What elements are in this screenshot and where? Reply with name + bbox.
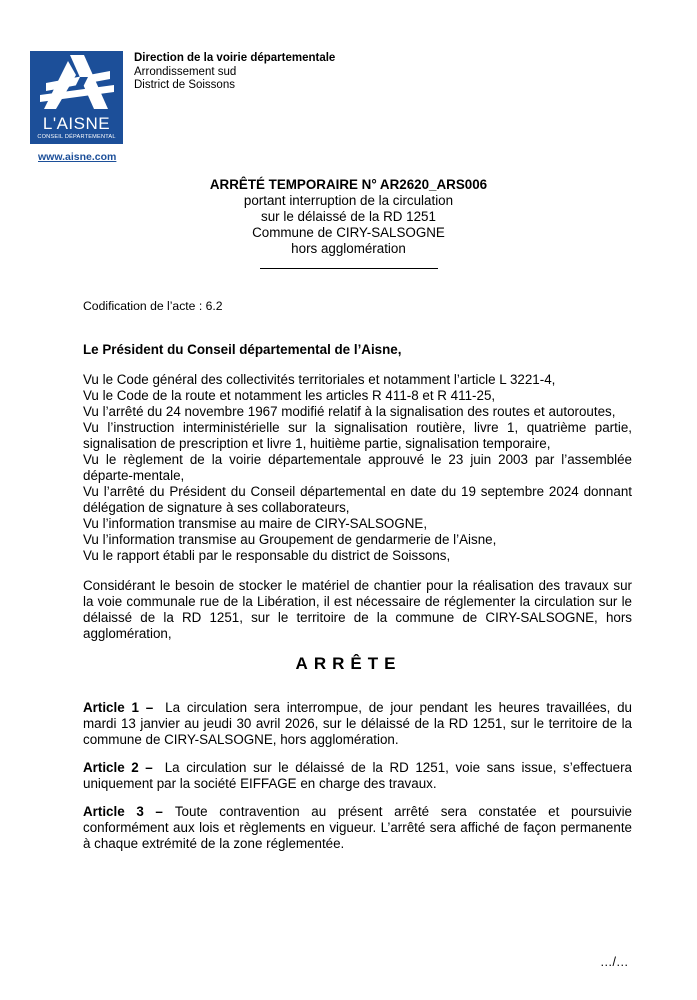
- reference-line: Vu l’arrêté du Président du Conseil départemental en date du 19 septembre 2024 donnant délégation de signature à ses collaborateurs,: [83, 484, 632, 515]
- reference-line: Vu le Code de la route et notamment les articles R 411-8 et R 411-25,: [83, 388, 496, 403]
- arrondissement: Arrondissement sud: [134, 65, 237, 78]
- reference-line: Vu le rapport établi par le responsable du district de Soissons,: [83, 548, 451, 563]
- logo-name: L'AISNE: [42, 114, 111, 133]
- reference-line: Vu le règlement de la voirie départementale approuvé le 23 juin 2003 par l’assemblée départe-mentale,: [83, 452, 632, 483]
- article-2: [83, 760, 632, 792]
- district: District de Soissons: [134, 79, 235, 91]
- article-3: [83, 804, 632, 852]
- title-line: hors agglomération: [291, 241, 406, 256]
- codification: Codification de l’acte : 6.2: [83, 299, 223, 313]
- article-label: Article 2 –: [83, 760, 153, 775]
- president-heading: Le Président du Conseil départemental de l’Aisne,: [83, 342, 402, 357]
- reference-line: Vu l’information transmise au maire de CIRY-SALSOGNE,: [83, 516, 428, 531]
- reference-line: Vu l’arrêté du 24 novembre 1967 modifié relatif à la signalisation des routes et autoroutes,: [83, 404, 616, 419]
- decree-number: ARRÊTÉ TEMPORAIRE N° AR2620_ARS006: [209, 177, 488, 192]
- arrete-heading: ARRÊTE: [295, 654, 402, 673]
- page-continuation: …/…: [600, 955, 629, 969]
- reference-line: Vu l’instruction interministérielle sur la signalisation routière, livre 1, quatrième partie, signalisation de prescription et livre 1, huitième partie, signalisation temporaire,: [83, 420, 632, 451]
- article-text: Toute contravention au présent arrêté sera constatée et poursuivie conformément aux lois et règlements en vigueur. L’arrêté sera affiché de façon permanente à chaque extrémité de la zone réglementée.: [83, 804, 632, 851]
- article-label: Article 3 –: [83, 804, 163, 819]
- reference-line: Vu le Code général des collectivités territoriales et notamment l’article L 3221-4,: [83, 372, 556, 387]
- title-divider: [260, 258, 438, 269]
- aisne-logo: [30, 51, 123, 144]
- article-1: [83, 700, 632, 748]
- article-label: Article 1 –: [83, 700, 154, 715]
- aisne-emblem-icon: [30, 51, 123, 113]
- department-name: Direction de la voirie départementale: [134, 52, 336, 64]
- reference-line: Vu l’information transmise au Groupement de gendarmerie de l’Aisne,: [83, 532, 497, 547]
- considerant-paragraph: Considérant le besoin de stocker le matériel de chantier pour la réalisation des travaux sur la voie communale rue de la Libération, il est nécessaire de réglementer la circulation sur le délaissé de la RD 1251, sur le territoire de la commune de CIRY-SALSOGNE, hors agglomération,: [83, 578, 632, 641]
- issuing-department: [134, 52, 335, 93]
- legal-references: [83, 372, 632, 564]
- website-link[interactable]: www.aisne.com: [38, 151, 117, 163]
- title-line: sur le délaissé de la RD 1251: [261, 209, 436, 224]
- logo-subtitle: CONSEIL DÉPARTEMENTAL: [37, 134, 116, 140]
- article-text: La circulation sur le délaissé de la RD 1251, voie sans issue, s’effectuera uniquement par la société EIFFAGE en charge des travaux.: [83, 760, 632, 791]
- title-line: portant interruption de la circulation: [243, 193, 454, 208]
- decree-title: [0, 177, 697, 273]
- title-line: Commune de CIRY-SALSOGNE: [252, 225, 445, 240]
- article-text: La circulation sera interrompue, de jour pendant les heures travaillées, du mardi 13 janvier au jeudi 30 avril 2026, sur le délaissé de la RD 1251, sur le territoire de la commune de CIRY-SALSOGNE, hors agglomération.: [83, 700, 632, 747]
